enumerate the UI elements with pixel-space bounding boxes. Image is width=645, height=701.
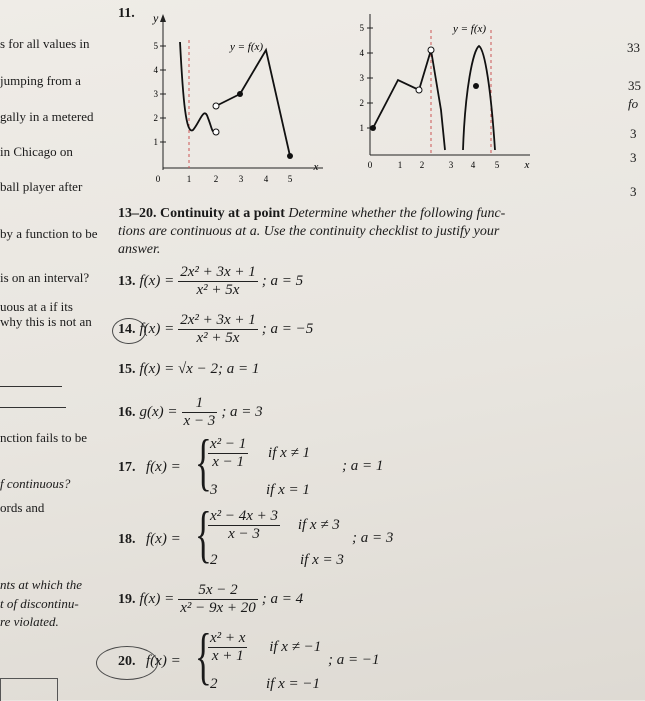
svg-text:1: 1 <box>153 137 158 147</box>
brace: { <box>194 620 212 691</box>
svg-text:1: 1 <box>359 123 364 133</box>
margin-line: f continuous? <box>0 476 71 491</box>
instructions-line: Determine whether the following func- <box>288 206 506 221</box>
piece-2-case: if x = 3 <box>300 552 344 568</box>
svg-text:1: 1 <box>397 160 403 170</box>
svg-text:5: 5 <box>287 174 293 184</box>
section-heading <box>118 206 505 222</box>
blank-line <box>0 407 66 408</box>
svg-text:2: 2 <box>213 174 219 184</box>
margin-line: nction fails to be <box>0 430 88 445</box>
piece-2-value: 2 <box>210 676 218 692</box>
svg-text:4: 4 <box>153 65 158 75</box>
svg-text:x: x <box>524 159 530 171</box>
svg-text:3: 3 <box>153 89 158 99</box>
margin-line: nts at which the <box>0 577 82 592</box>
heading-title: 13–20. Continuity at a point <box>118 206 285 221</box>
problem-number: 11. <box>118 6 135 21</box>
piece-2-value: 2 <box>210 552 218 568</box>
svg-text:1: 1 <box>186 174 192 184</box>
problem-14: 14. f(x) = $\frac{\text{2x² + 3x + 1}}{\text{x² + 5x}}$ ; a = −5 <box>118 312 314 346</box>
svg-text:5: 5 <box>359 23 364 33</box>
svg-text:4: 4 <box>359 48 364 58</box>
margin-line: why this is not an <box>0 314 92 329</box>
instructions-line: tions are continuous at a. Use the continuity checklist to justify your <box>118 224 500 239</box>
svg-text:3: 3 <box>359 73 364 83</box>
piece-2-case: if x = 1 <box>266 482 310 498</box>
brace: { <box>194 498 212 569</box>
problem-number: 20. <box>118 654 136 669</box>
svg-text:2: 2 <box>419 160 425 170</box>
problem-13: 13. f(x) = $\frac{\text{2x² + 3x + 1}}{\text{x² + 5x}}$ ; a = 5 <box>118 264 304 298</box>
margin-line: 3 <box>630 150 637 165</box>
problem-15: 15. f(x) = √x − 2; a = 1 <box>118 361 260 377</box>
svg-text:3: 3 <box>238 174 244 184</box>
graph-1 <box>138 10 338 185</box>
margin-line: fo <box>628 96 639 111</box>
piece-1: $\frac{\text{x² + x}}{x + 1}$ if x ≠ −1 <box>210 630 322 664</box>
condition: ; a = 3 <box>352 530 394 546</box>
margin-line: 35 <box>628 78 641 93</box>
piece-1: $\frac{\text{x² − 1}}{x - 1}$ if x ≠ 1 <box>210 436 311 470</box>
margin-line: 33 <box>627 40 640 55</box>
y-axis-label: y <box>153 11 159 25</box>
piece-2-value: 3 <box>210 482 218 498</box>
problem-19: 19. f(x) = $\frac{5x - 2}{\text{x² − 9x + 20}}$ ; a = 4 <box>118 582 304 616</box>
margin-line: ords and <box>0 500 45 515</box>
margin-line: is on an interval? <box>0 270 90 285</box>
function-lhs: f(x) = <box>146 531 181 547</box>
function-lhs: f(x) = <box>146 459 181 475</box>
margin-line: ball player after <box>0 179 83 194</box>
margin-line: by a function to be <box>0 226 98 241</box>
graph-2 <box>345 10 540 175</box>
brace: { <box>194 426 212 497</box>
problem-number: 18. <box>118 532 136 547</box>
margin-line: gally in a metered <box>0 109 94 124</box>
piece-1: $\frac{\text{x² − 4x + 3}}{x - 3}$ if x ≠ 3 <box>210 508 340 542</box>
margin-line: in Chicago on <box>0 144 73 159</box>
margin-line: jumping from a <box>0 73 81 88</box>
svg-text:x: x <box>313 161 319 173</box>
piece-2-case: if x = −1 <box>266 676 320 692</box>
problem-16: 16. g(x) = $\frac{1}{x - 3}$ ; a = 3 <box>118 395 263 429</box>
table-fragment <box>0 678 58 701</box>
margin-line: s for all values in <box>0 36 90 51</box>
condition: ; a = 1 <box>342 458 384 474</box>
graph-label: y = f(x) <box>230 41 264 53</box>
blank-line <box>0 386 62 387</box>
instructions-line: answer. <box>118 242 161 257</box>
svg-text:4: 4 <box>470 160 476 170</box>
svg-text:5: 5 <box>153 41 158 51</box>
problem-number: 17. <box>118 460 136 475</box>
function-lhs: f(x) = <box>146 653 181 669</box>
svg-text:2: 2 <box>153 113 158 123</box>
svg-text:4: 4 <box>263 174 269 184</box>
svg-text:2: 2 <box>359 98 364 108</box>
condition: ; a = −1 <box>328 652 380 668</box>
margin-line: uous at a if its <box>0 299 73 314</box>
margin-line: 3 <box>630 126 637 141</box>
margin-line: 3 <box>630 184 637 199</box>
margin-line: t of discontinu- <box>0 596 79 611</box>
graph-label: y = f(x) <box>453 23 487 35</box>
svg-text:5: 5 <box>494 160 500 170</box>
svg-text:0: 0 <box>367 160 373 170</box>
margin-line: re violated. <box>0 614 59 629</box>
svg-text:0: 0 <box>155 174 161 184</box>
svg-text:3: 3 <box>448 160 454 170</box>
